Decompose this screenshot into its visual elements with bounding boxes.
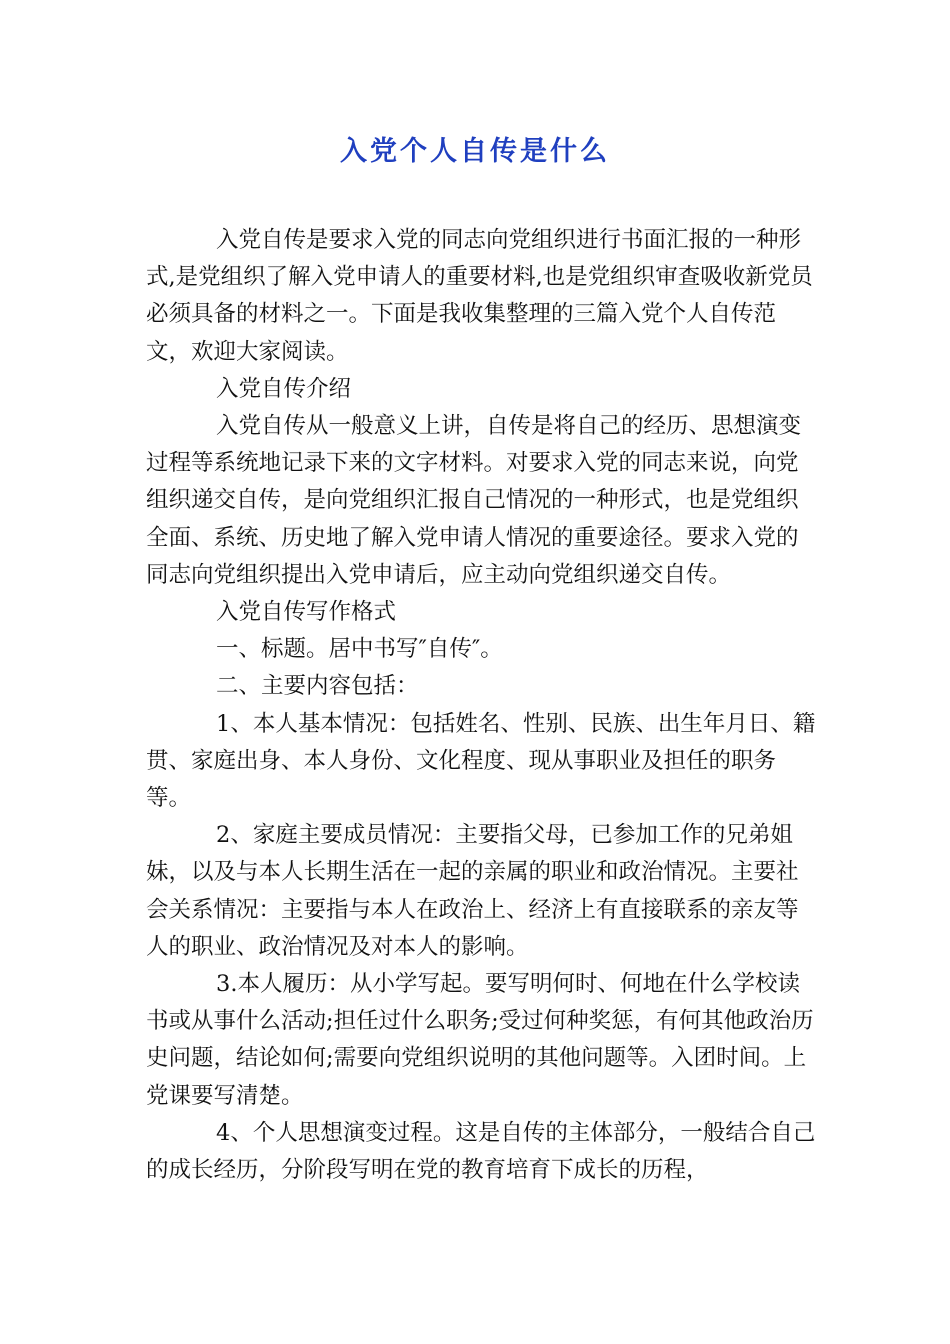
heading-introduction: 入党自传介绍 <box>216 375 352 402</box>
paragraph-family-info: 2、家庭主要成员情况：主要指父母，已参加工作的兄弟姐妹，以及与本人长期生活在一起的亲属的职业和政治情况。主要社会关系情况：主要指与本人在政治上、经济上有直接联系的亲友等人的职业、政治情况及对本人的影响。 <box>146 822 799 960</box>
document-title: 入党个人自传是什么 <box>340 136 610 167</box>
paragraph-resume: 3.本人履历：从小学写起。要写明何时、何地在什么学校读书或从事什么活动;担任过什么职务;受过何种奖惩，有何其他政治历史问题，结论如何;需要向党组织说明的其他问题等。入团时间。上党课要写清楚。 <box>146 971 814 1109</box>
paragraph-intro: 入党自传是要求入党的同志向党组织进行书面汇报的一种形式,是党组织了解入党申请人的重要材料,也是党组织审查吸收新党员必须具备的材料之一。下面是我收集整理的三篇入党个人自传范文，欢迎大家阅读。 <box>146 227 813 365</box>
paragraph-basic-info: 1、本人基本情况：包括姓名、性别、民族、出生年月日、籍贯、家庭出身、本人身份、文化程度、现从事职业及担任的职务等。 <box>146 710 816 812</box>
paragraph-main-content: 二、主要内容包括： <box>216 673 419 700</box>
paragraph-introduction: 入党自传从一般意义上讲，自传是将自己的经历、思想演变过程等系统地记录下来的文字材料。对要求入党的同志来说，向党组织递交自传，是向党组织汇报自己情况的一种形式，也是党组织全面、系统、历史地了解入党申请人情况的重要途径。要求入党的同志向党组织提出入党申请后，应主动向党组织递交自传。 <box>146 413 802 588</box>
paragraph-title-rule: 一、标题。居中书写″自传″。 <box>216 636 503 663</box>
document-body <box>146 222 818 1189</box>
heading-format: 入党自传写作格式 <box>216 599 397 626</box>
paragraph-thought-evolution: 4、个人思想演变过程。这是自传的主体部分，一般结合自己的成长经历，分阶段写明在党的教育培育下成长的历程， <box>146 1119 816 1184</box>
